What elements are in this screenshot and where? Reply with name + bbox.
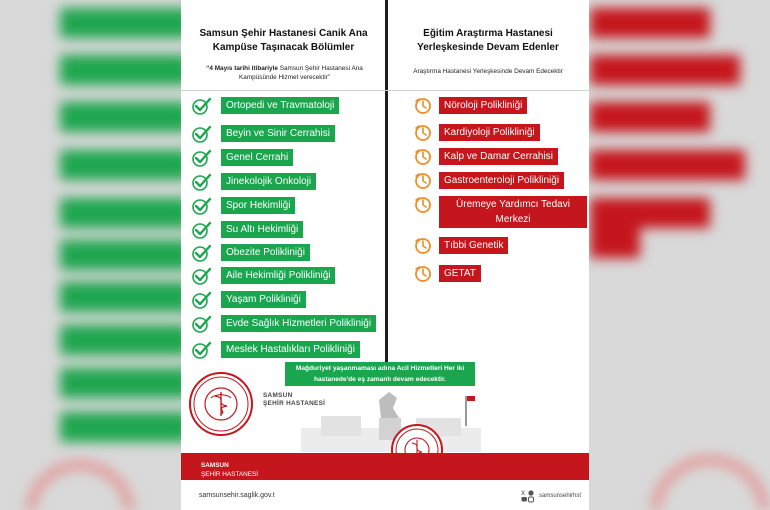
orange-clock-icon — [414, 265, 432, 283]
footer-band: SAMSUN ŞEHİR HASTANESİ — [181, 453, 589, 480]
left-item-label: Aile Hekimliği Polikliniği — [221, 267, 335, 284]
right-list-item — [414, 97, 527, 115]
green-check-icon — [192, 341, 212, 359]
left-list-item — [192, 197, 295, 215]
header-rule — [181, 90, 589, 91]
right-list-item — [414, 172, 564, 190]
right-item-label: GETAT — [439, 265, 481, 282]
left-item-label: Meslek Hastalıkları Polikliniği — [221, 341, 360, 358]
social-handle: samsunsehirhst — [539, 493, 582, 499]
hospital-brand: SAMSUN ŞEHİR HASTANESİ — [263, 392, 326, 407]
orange-clock-icon — [414, 124, 432, 142]
left-list-item — [192, 97, 339, 115]
left-list-item — [192, 244, 310, 262]
green-check-icon — [192, 125, 212, 143]
green-check-icon — [192, 197, 212, 215]
green-check-icon — [192, 221, 212, 239]
left-list-item — [192, 149, 293, 167]
right-item-label: Nöroloji Polikliniği — [439, 97, 527, 114]
left-list-item — [192, 341, 360, 359]
green-check-icon — [192, 315, 212, 333]
right-item-label: Kalp ve Damar Cerrahisi — [439, 148, 558, 165]
right-column-title: Eğitim Araştırma Hastanesi Yerleşkesinde Devam Edenler — [417, 28, 559, 53]
green-check-icon — [192, 291, 212, 309]
left-item-label: Jinekolojik Onkoloji — [221, 173, 316, 190]
emergency-note: Mağduriyet yaşanmaması adına Acil Hizmetleri Her iki hastanede'de eş zamanlı devam edecektir. — [285, 362, 475, 386]
left-item-label: Spor Hekimliği — [221, 197, 295, 214]
left-item-label: Obezite Polikliniği — [221, 244, 310, 261]
green-check-icon — [192, 149, 212, 167]
right-item-label: Tıbbi Genetik — [439, 237, 508, 254]
right-column-subtitle: Araştırma Hastanesi Yerleşkesinde Devam Edecektir — [413, 68, 563, 75]
left-column-subtitle: “4 Mayıs tarihi itibariyle Samsun Şehir Hastanesi Ana Kampüsünde Hizmet verecektir” — [206, 65, 363, 81]
column-divider — [385, 0, 388, 368]
announcement-poster — [181, 0, 589, 510]
left-list-item — [192, 315, 376, 333]
orange-clock-icon — [414, 172, 432, 190]
left-item-label: Ortopedi ve Travmatoloji — [221, 97, 339, 114]
green-check-icon — [192, 267, 212, 285]
left-list-item — [192, 267, 335, 285]
left-item-label: Genel Cerrahi — [221, 149, 293, 166]
left-list-item — [192, 291, 306, 309]
orange-clock-icon — [414, 237, 432, 255]
left-item-label: Yaşam Polikliniği — [221, 291, 306, 308]
svg-text:X: X — [521, 490, 526, 497]
left-list-item — [192, 125, 335, 143]
right-list-item — [414, 196, 587, 228]
green-check-icon — [192, 97, 212, 115]
left-item-label: Beyin ve Sinir Cerrahisi — [221, 125, 335, 142]
left-list-item — [192, 221, 303, 239]
right-list-item — [414, 148, 558, 166]
right-list-item — [414, 265, 481, 283]
orange-clock-icon — [414, 148, 432, 166]
left-list-item — [192, 173, 316, 191]
left-item-label: Su Altı Hekimliği — [221, 221, 303, 238]
website-link[interactable]: samsunsehir.saglik.gov.t — [199, 492, 275, 499]
green-check-icon — [192, 244, 212, 262]
left-column-title: Samsun Şehir Hastanesi Canik Ana Kampüse Taşınacak Bölümler — [199, 28, 368, 53]
right-item-label: Üremeye Yardımcı Tedavi Merkezi — [439, 196, 587, 228]
green-check-icon — [192, 173, 212, 191]
ministry-seal-logo — [189, 372, 253, 436]
orange-clock-icon — [414, 196, 432, 214]
right-list-item — [414, 237, 508, 255]
left-item-label: Evde Sağlık Hizmetleri Polikliniği — [221, 315, 376, 332]
orange-clock-icon — [414, 97, 432, 115]
right-item-label: Kardiyoloji Polikliniği — [439, 124, 540, 141]
social-media-icons — [521, 489, 535, 503]
right-list-item — [414, 124, 540, 142]
right-item-label: Gastroenteroloji Polikliniği — [439, 172, 564, 189]
